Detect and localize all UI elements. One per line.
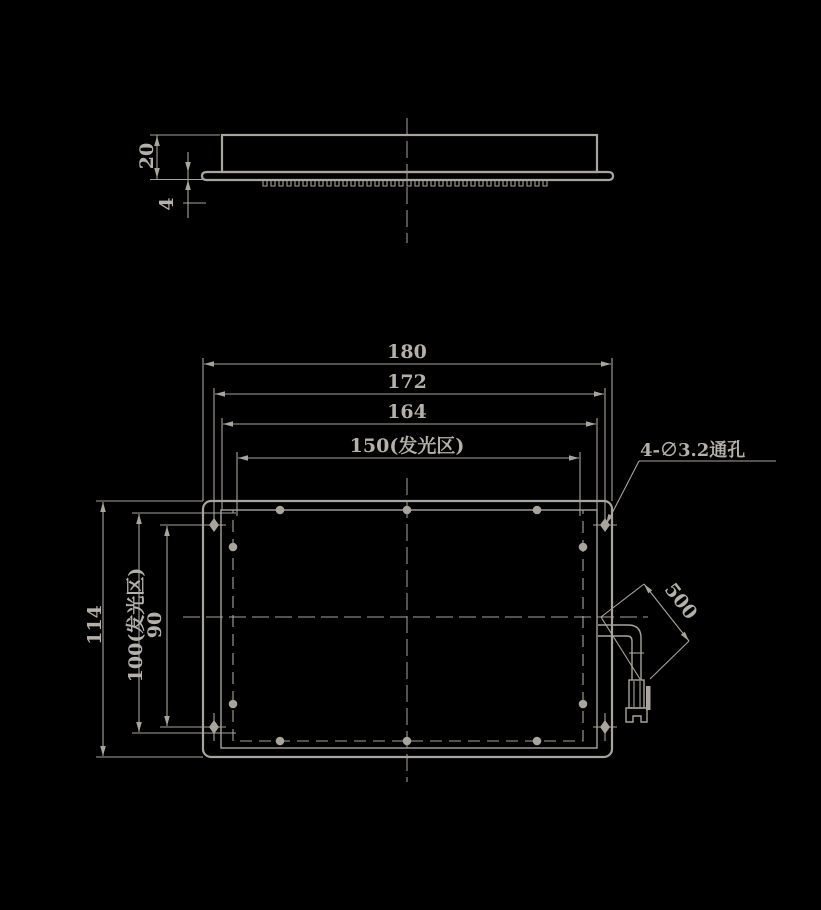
solder-dot [403,506,412,515]
profile-bar [222,135,597,172]
mounting-holes [202,518,617,741]
solder-dot [276,737,285,746]
dim-114-label: 114 [84,605,106,645]
mounting-hole [202,713,226,741]
connector [626,680,651,722]
solder-dot [276,506,285,515]
side-view [136,118,613,243]
dim-164 [223,401,596,427]
dim-180 [204,341,611,367]
dim-90-label: 90 [144,611,166,639]
solder-dot [579,543,588,552]
dim-100-label: 100(发光区) [125,567,147,683]
hole-note-leader [606,439,776,524]
frame-outline [221,510,597,748]
front-view [84,341,776,782]
connector-latch [646,686,651,710]
dim-90 [144,526,170,726]
dim-500 [601,579,702,679]
cable [598,625,644,680]
dim-150-label: 150(发光区) [349,435,465,457]
solder-dot [229,700,238,709]
dim-180-label: 180 [387,341,427,363]
hole-note: 4-∅3.2通孔 [640,440,746,461]
solder-dot [403,737,412,746]
dim-500-label: 500 [659,578,702,624]
solder-dot [533,737,542,746]
dim-164-label: 164 [387,401,427,423]
solder-dot [533,506,542,515]
dim-4-label: 4 [156,197,178,211]
solder-dots [229,506,588,746]
dim-172 [215,371,604,397]
dim-4 [156,152,206,218]
solder-dot [229,543,238,552]
dim-150-luminous [238,434,579,461]
solder-dot [579,700,588,709]
luminous-area-outline [233,510,583,741]
dim-20-label: 20 [136,142,158,170]
dim-172-label: 172 [387,371,427,393]
dim-114 [84,502,106,756]
